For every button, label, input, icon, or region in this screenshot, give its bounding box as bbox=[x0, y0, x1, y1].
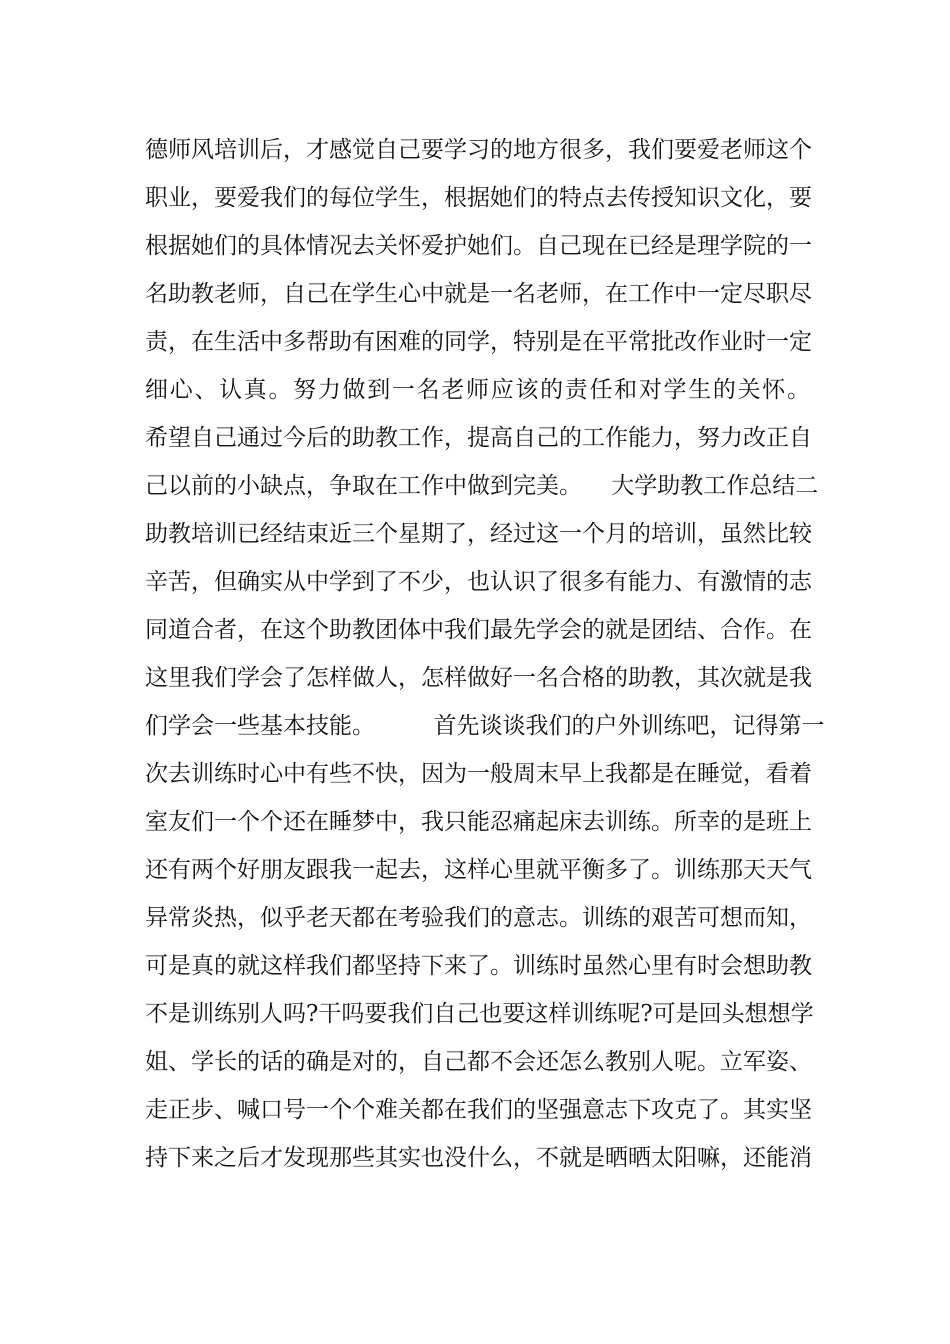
text-line: 姐、学长的话的确是对的，自己都不会还怎么教别人呢。立军姿、 bbox=[145, 1049, 812, 1075]
text-line: 异常炎热，似乎老天都在考验我们的意志。训练的艰苦可想而知， bbox=[145, 905, 812, 931]
body-text bbox=[145, 126, 825, 1182]
text-line: 走正步、喊口号一个个难关都在我们的坚强意志下攻克了。其实坚 bbox=[145, 1097, 812, 1123]
text-line: 还有两个好朋友跟我一起去，这样心里就平衡多了。训练那天天气 bbox=[145, 857, 812, 883]
text-line: 助教培训已经结束近三个星期了，经过这一个月的培训，虽然比较 bbox=[145, 521, 812, 547]
text-line: 持下来之后才发现那些其实也没什么，不就是晒晒太阳嘛，还能消 bbox=[145, 1145, 812, 1171]
text-line: 这里我们学会了怎样做人，怎样做好一名合格的助教，其次就是我 bbox=[145, 665, 812, 691]
text-line: 不是训练别人吗?干吗要我们自己也要这样训练呢?可是回头想想学 bbox=[145, 1001, 814, 1027]
text-line: 责，在生活中多帮助有困难的同学，特别是在平常批改作业时一定 bbox=[145, 329, 812, 355]
text-line: 希望自己通过今后的助教工作，提高自己的工作能力，努力改正自 bbox=[145, 425, 812, 451]
text-line: 室友们一个个还在睡梦中，我只能忍痛起床去训练。所幸的是班上 bbox=[145, 809, 812, 835]
text-line: 职业，要爱我们的每位学生，根据她们的特点去传授知识文化，要 bbox=[145, 185, 812, 211]
text-line: 德师风培训后，才感觉自己要学习的地方很多，我们要爱老师这个 bbox=[145, 137, 812, 163]
text-line: 次去训练时心中有些不快，因为一般周末早上我都是在睡觉，看着 bbox=[145, 761, 812, 787]
text-line: 可是真的就这样我们都坚持下来了。训练时虽然心里有时会想助教 bbox=[145, 953, 812, 979]
text-line: 同道合者，在这个助教团体中我们最先学会的就是团结、合作。在 bbox=[145, 617, 812, 643]
text-line: 细心、认真。努力做到一名老师应该的责任和对学生的关怀。 bbox=[145, 377, 810, 403]
text-line: 们学会一些基本技能。 首先谈谈我们的户外训练吧，记得第一 bbox=[145, 713, 825, 739]
text-line: 己以前的小缺点，争取在工作中做到完美。 大学助教工作总结二 bbox=[145, 473, 819, 499]
text-line: 名助教老师，自己在学生心中就是一名老师，在工作中一定尽职尽 bbox=[145, 281, 812, 307]
text-line: 根据她们的具体情况去关怀爱护她们。自己现在已经是理学院的一 bbox=[145, 233, 812, 259]
text-line: 辛苦，但确实从中学到了不少，也认识了很多有能力、有激情的志 bbox=[145, 569, 812, 595]
